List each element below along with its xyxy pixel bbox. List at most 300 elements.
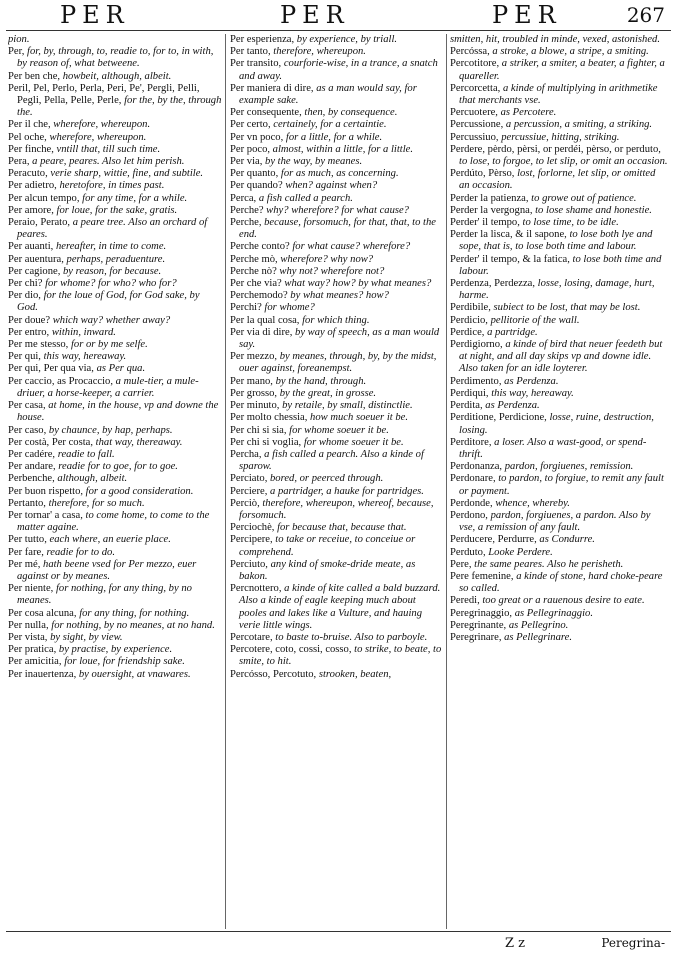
entry-gloss: a striker, a smiter, a beater, a fighter, a quareller. (459, 58, 665, 82)
entry-headword: Percósso, Percotuto, (230, 668, 317, 680)
entry-gloss: pardon, forgiuenes, a pardon. Also by vse, a remission of any fault. (459, 509, 651, 534)
dictionary-entry (230, 644, 443, 668)
entry-gloss: smitten, hit, troubled in minde, vexed, astonished. (450, 34, 660, 45)
entry-headword: Per caccio, as Procaccio, (8, 375, 114, 387)
dictionary-entry (230, 290, 443, 302)
entry-headword: Perducere, Perdurre, (450, 534, 537, 546)
dictionary-entry (230, 107, 443, 119)
dictionary-entry (8, 363, 222, 375)
dictionary-entry (450, 132, 668, 144)
entry-headword: Percóssa, (450, 46, 490, 58)
dictionary-entry (450, 302, 668, 314)
entry-headword: Perdita, (450, 400, 483, 412)
entry-headword: Perdenza, Perdezza, (450, 278, 535, 290)
entry-gloss: as Per qua. (93, 363, 146, 375)
entry-headword: Per tutto, (8, 534, 47, 546)
dictionary-entry (230, 205, 443, 217)
entry-gloss: this way, hereaway. (40, 351, 127, 363)
entry-headword: Perche nò? (230, 265, 277, 277)
dictionary-entry (450, 400, 668, 412)
dictionary-entry (450, 46, 668, 58)
dictionary-entry (8, 486, 222, 498)
dictionary-entry (450, 339, 668, 376)
dictionary-entry (230, 473, 443, 485)
entry-headword: Perduto, (450, 546, 486, 558)
entry-headword: Per chi si voglia, (230, 436, 302, 448)
entry-gloss: heretofore, in times past. (56, 180, 165, 192)
entry-headword: Per pratica, (8, 644, 57, 656)
entry-gloss: howbeit, although, albeit. (60, 70, 172, 82)
entry-headword: Per, (8, 46, 25, 58)
dictionary-entry (8, 46, 222, 70)
dictionary-entry (230, 83, 443, 107)
entry-headword: Perciato, (230, 473, 268, 485)
dictionary-entry (8, 437, 222, 449)
entry-gloss: courforie-wise, in a trance, a snatch and away. (239, 58, 438, 82)
page-number: 267 (626, 3, 665, 27)
entry-headword: Pertanto, (8, 497, 46, 509)
dictionary-entry (8, 205, 222, 217)
entry-gloss: for as much, as concerning. (278, 168, 399, 180)
entry-headword: Per consequente, (230, 107, 302, 119)
dictionary-entry (8, 315, 222, 327)
entry-gloss: each where, an euerie place. (46, 534, 171, 546)
entry-headword: Per poco, (230, 143, 271, 155)
entry-gloss: although, albeit. (54, 473, 128, 485)
entry-headword: Perche conto? (230, 241, 290, 253)
dictionary-entry (8, 278, 222, 290)
dictionary-entry (230, 559, 443, 583)
entry-gloss: for any thing, for nothing. (76, 607, 190, 619)
entry-gloss: for a good consideration. (83, 485, 194, 497)
dictionary-entry (450, 412, 668, 436)
dictionary-entry (450, 571, 668, 595)
dictionary-entry (8, 473, 222, 485)
entry-gloss: a stroke, a blowe, a stripe, a smiting. (489, 46, 649, 58)
dictionary-entry (230, 132, 443, 144)
entry-gloss: to strike, to beate, to smite, to hit. (239, 644, 442, 668)
entry-gloss: because, forsomuch, for that, that, to the end. (239, 217, 436, 241)
dictionary-entry (450, 34, 668, 46)
entry-gloss: within, inward. (49, 326, 116, 338)
entry-headword: Perciochè, (230, 522, 275, 534)
entry-headword: Perder la lisca, & il sapone, (450, 229, 567, 241)
entry-headword: Per cadére, (8, 448, 56, 460)
entry-gloss: wherefore? why now? (277, 253, 374, 265)
entry-headword: Per doue? (8, 314, 51, 326)
entry-headword: Peracuto, (8, 168, 48, 180)
entry-headword: Per via, (230, 156, 263, 168)
entry-headword: Per mezzo, (230, 351, 278, 363)
entry-gloss: hereafter, in time to come. (53, 241, 167, 253)
entry-headword: Per la qual cosa, (230, 314, 300, 326)
dictionary-entry (450, 83, 668, 107)
dictionary-entry (230, 168, 443, 180)
entry-gloss: a partridger, a hauke for partridges. (267, 485, 424, 497)
entry-gloss: wherefore, whereupon. (50, 119, 151, 131)
entry-gloss: by the great, in grosse. (277, 387, 377, 399)
dictionary-entry (8, 71, 222, 83)
entry-headword: Per minuto, (230, 400, 280, 412)
entry-headword: Per inauertenza, (8, 668, 77, 680)
entry-gloss: why? wherefore? for what cause? (263, 204, 409, 216)
entry-gloss: to lose both lye and sope, that is, to lose both time and labour. (459, 229, 653, 253)
entry-gloss: this way, hereaway. (488, 387, 574, 399)
dictionary-entry (230, 400, 443, 412)
entry-headword: Peraio, Perato, (8, 217, 71, 229)
entry-gloss: for the loue of God, for God sake, by God. (17, 290, 200, 314)
dictionary-entry (450, 388, 668, 400)
entry-gloss: as Percotere. (497, 107, 557, 119)
dictionary-entry (230, 351, 443, 375)
entry-gloss: to lose, to forgoe, to let slip, or omit an occasion. (459, 156, 668, 168)
entry-gloss: by sight, by view. (47, 631, 123, 643)
dictionary-entry (8, 400, 222, 424)
entry-headword: Per tanto, (230, 46, 271, 58)
dictionary-entry (230, 376, 443, 388)
entry-gloss: by the hand, through. (272, 375, 367, 387)
entry-headword: Perciuto, (230, 558, 268, 570)
entry-gloss: as Perdenza. (482, 400, 540, 412)
entry-gloss: to come home, to come to the matter againe. (17, 509, 210, 534)
entry-headword: Perche, (230, 217, 262, 229)
entry-headword: Per adietro, (8, 180, 57, 192)
running-head-left: PER (60, 1, 130, 29)
entry-gloss: lost, forlorne, let slip, or omitted an occasion. (459, 168, 656, 192)
dictionary-entry (8, 547, 222, 559)
entry-headword: Perdimento, (450, 375, 502, 387)
entry-headword: Perdonde, (450, 497, 493, 509)
dictionary-entry (8, 351, 222, 363)
entry-headword: Per auanti, (8, 241, 54, 253)
column-right (450, 34, 668, 929)
entry-headword: Percussiuo, (450, 131, 499, 143)
entry-headword: Per transito, (230, 58, 282, 70)
entry-gloss: strooken, beaten, (316, 668, 392, 680)
entry-headword: Per vista, (8, 631, 48, 643)
entry-gloss: percussiue, hitting, striking. (498, 131, 620, 143)
entry-headword: Per vn poco, (230, 131, 284, 143)
entry-gloss: a peare, peares. Also let him perish. (29, 156, 185, 168)
dictionary-entry (8, 290, 222, 314)
dictionary-entry (8, 180, 222, 192)
entry-headword: Per me stesso, (8, 339, 69, 351)
dictionary-entry (450, 278, 668, 302)
entry-gloss: for a little, for a while. (283, 131, 383, 143)
entry-headword: Per alcun tempo, (8, 192, 80, 204)
entry-headword: Percotitore, (450, 58, 500, 70)
dictionary-entry (8, 327, 222, 339)
entry-headword: Perditore, (450, 436, 492, 448)
entry-gloss: readie for to goe, for to goe. (55, 461, 178, 473)
entry-headword: Per chi si sia, (230, 424, 287, 436)
entry-gloss: for loue, for friendship sake. (61, 656, 185, 668)
dictionary-entry (450, 498, 668, 510)
entry-headword: Per qui, (8, 351, 41, 363)
entry-gloss: to lose shame and honestie. (532, 204, 652, 216)
dictionary-entry (230, 156, 443, 168)
entry-gloss: for whome soeuer it be. (301, 436, 404, 448)
entry-gloss: losse, ruine, destruction, losing. (459, 412, 654, 436)
dictionary-entry (230, 46, 443, 58)
dictionary-entry (230, 180, 443, 192)
entry-gloss: to growe out of patience. (528, 192, 637, 204)
entry-gloss: as Perdenza. (501, 375, 559, 387)
dictionary-entry (450, 547, 668, 559)
dictionary-entry (450, 168, 668, 192)
entry-headword: Perca, (230, 192, 257, 204)
dictionary-entry (230, 34, 443, 46)
dictionary-entry (8, 376, 222, 400)
dictionary-entry (8, 608, 222, 620)
dictionary-entry (8, 34, 222, 46)
entry-headword: Per chi? (8, 278, 43, 290)
dictionary-entry (8, 583, 222, 607)
dictionary-entry (230, 254, 443, 266)
entry-gloss: for whome soeuer it be. (286, 424, 389, 436)
dictionary-entry (230, 425, 443, 437)
entry-headword: Per nulla, (8, 619, 49, 631)
entry-gloss: vntill that, till such time. (53, 143, 161, 155)
entry-gloss: for the, by the, through the. (17, 95, 222, 119)
entry-gloss: certainely, for a certaintie. (270, 119, 387, 131)
entry-gloss: by practise, by experience. (56, 644, 173, 656)
footer-rule (6, 931, 671, 932)
entry-headword: Perdice, (450, 326, 485, 338)
entry-gloss: which way? whether away? (50, 314, 171, 326)
entry-headword: Per tornar' a casa, (8, 509, 83, 521)
dictionary-entry (8, 632, 222, 644)
entry-gloss: hath beene vsed for Per mezzo, euer against or by meanes. (17, 558, 197, 582)
dictionary-entry (230, 449, 443, 473)
entry-gloss: why not? wherefore not? (276, 265, 385, 277)
entry-headword: Per il che, (8, 119, 51, 131)
entry-gloss: a fish called a pearch. (256, 192, 353, 204)
entry-gloss: to lose time, to be idle. (519, 217, 619, 229)
dictionary-entry (450, 315, 668, 327)
entry-gloss: as Pellegrinare. (501, 631, 572, 643)
dictionary-entry (230, 583, 443, 632)
entry-headword: Per via di dire, (230, 326, 293, 338)
dictionary-entry (230, 144, 443, 156)
entry-headword: Percorcetta, (450, 82, 501, 94)
dictionary-entry (8, 217, 222, 241)
entry-gloss: to take or receiue, to conceiue or comprehend. (239, 534, 416, 558)
entry-headword: Per andare, (8, 461, 56, 473)
dictionary-entry (450, 510, 668, 534)
entry-headword: Per ben che, (8, 70, 61, 82)
entry-headword: Perbenche, (8, 473, 55, 485)
entry-gloss: therefore, whereupon. (270, 46, 366, 58)
dictionary-entry (450, 327, 668, 339)
entry-gloss: losse, losing, damage, hurt, harme. (459, 278, 655, 302)
entry-headword: Perder' il tempo, & la fatica, (450, 253, 570, 265)
entry-headword: Peregrinare, (450, 631, 502, 643)
entry-gloss: as Condurre. (536, 534, 595, 546)
dictionary-entry (450, 461, 668, 473)
dictionary-entry (230, 193, 443, 205)
entry-headword: Pel oche, (8, 131, 47, 143)
dictionary-entry (8, 620, 222, 632)
entry-headword: Per casa, (8, 400, 46, 412)
dictionary-entry (8, 449, 222, 461)
entry-headword: Per buon rispetto, (8, 485, 84, 497)
entry-gloss: by reason, for because. (60, 265, 162, 277)
entry-gloss: for, by, through, to, readie to, for to, in with, by reason of, what betweene. (17, 46, 214, 70)
entry-headword: Percotare, (230, 631, 273, 643)
entry-headword: Pere, (450, 558, 472, 570)
dictionary-entry (8, 534, 222, 546)
dictionary-entry (8, 656, 222, 668)
dictionary-entry (230, 278, 443, 290)
entry-gloss: pion. (8, 34, 30, 45)
dictionary-entry (8, 119, 222, 131)
entry-headword: Perdiqui, (450, 387, 489, 399)
entry-gloss: by chaunce, by hap, perhaps. (46, 424, 173, 436)
dictionary-entry (230, 498, 443, 522)
entry-headword: Peregrinaggio, (450, 607, 513, 619)
entry-headword: Perditione, Perdicione, (450, 412, 547, 424)
dictionary-entry (230, 437, 443, 449)
entry-headword: Perdigiorno, (450, 339, 503, 351)
entry-headword: Pera, (8, 156, 30, 168)
entry-headword: Per mé, (8, 558, 41, 570)
header-rule (6, 30, 671, 31)
entry-headword: Perdúto, Pèrso, (450, 168, 515, 180)
entry-gloss: as Pellegrinaggio. (512, 607, 593, 619)
dictionary-entry (230, 486, 443, 498)
entry-gloss: as a man would say, for example sake. (239, 82, 417, 107)
entry-gloss: pardon, forgiuenes, remission. (502, 461, 634, 473)
dictionary-entry (8, 461, 222, 473)
entry-headword: Per maniera di dire, (230, 82, 314, 94)
dictionary-entry (8, 241, 222, 253)
entry-headword: Perciere, (230, 485, 268, 497)
entry-gloss: for or by me selfe. (68, 339, 148, 351)
entry-headword: Peril, Pel, Perlo, Perla, Peri, Pe', Pergli, Pelli, Pegli, Pella, Pelle, Perle, (8, 82, 200, 107)
entry-headword: Per quando? (230, 180, 283, 192)
entry-headword: Per amore, (8, 204, 54, 216)
entry-gloss: whence, whereby. (492, 497, 570, 509)
entry-headword: Perchemodo? (230, 290, 288, 302)
catchword: Peregrina- (601, 936, 665, 950)
dictionary-entry (8, 193, 222, 205)
dictionary-entry (450, 58, 668, 82)
entry-headword: Per cagione, (8, 265, 61, 277)
entry-headword: Per entro, (8, 326, 50, 338)
entry-headword: Per esperienza, (230, 34, 295, 45)
entry-headword: Per fare, (8, 546, 44, 558)
entry-headword: Pere femenine, (450, 570, 514, 582)
entry-gloss: Looke Perdere. (485, 546, 553, 558)
entry-headword: Per costà, Per costa, (8, 436, 94, 448)
entry-gloss: a kinde of bird that neuer feedeth but at night, and all day skips vp and downe idle. Also taken for an idle loyterer. (459, 339, 663, 375)
entry-gloss: a partridge. (484, 326, 538, 338)
entry-gloss: any kind of smoke-dride meate, as bakon. (239, 558, 416, 582)
dictionary-entry (230, 522, 443, 534)
dictionary-entry (8, 156, 222, 168)
entry-gloss: for whome? (261, 302, 315, 314)
entry-gloss: to lose both time and labour. (459, 253, 662, 277)
dictionary-entry (450, 608, 668, 620)
dictionary-entry (8, 144, 222, 156)
entry-headword: Per auentura, (8, 253, 64, 265)
dictionary-entry (450, 193, 668, 205)
entry-gloss: a loser. Also a wast-good, or spend-thrift. (459, 436, 647, 460)
entry-headword: Per quanto, (230, 168, 279, 180)
dictionary-entry (450, 254, 668, 278)
entry-headword: Per amicitia, (8, 656, 62, 668)
entry-headword: Per finche, (8, 143, 54, 155)
entry-gloss: as Pellegrino. (506, 619, 569, 631)
entry-headword: Peregrinante, (450, 619, 507, 631)
entry-headword: Per mano, (230, 375, 273, 387)
entry-gloss: almost, within a little, for a little. (270, 143, 414, 155)
entry-gloss: what way? how? by what meanes? (281, 278, 432, 290)
entry-gloss: by retaile, by small, distinctlie. (279, 400, 413, 412)
entry-gloss: how much soeuer it be. (307, 412, 409, 424)
entry-gloss: for what cause? wherefore? (289, 241, 411, 253)
running-head (0, 2, 673, 28)
entry-gloss: a kinde of kite called a bald buzzard. Also a kinde of eagle keeping much about pooles and lakes like a Vulture, and hauing verie little wings. (239, 583, 441, 631)
dictionary-entry (8, 132, 222, 144)
entry-headword: Percipere, (230, 534, 273, 546)
dictionary-entry (8, 510, 222, 534)
dictionary-entry (230, 388, 443, 400)
dictionary-entry (8, 83, 222, 120)
entry-gloss: by ouersight, at vnawares. (76, 668, 191, 680)
dictionary-entry (450, 229, 668, 253)
entry-headword: Per niente, (8, 583, 54, 595)
dictionary-entry (230, 534, 443, 558)
entry-gloss: by the way, by meanes. (262, 156, 363, 168)
entry-gloss: subiect to be lost, that may be lost. (490, 302, 641, 314)
entry-headword: Perche mò, (230, 253, 278, 265)
entry-headword: Percuotere, (450, 107, 498, 119)
entry-headword: Per grosso, (230, 387, 278, 399)
entry-gloss: perhaps, peraduenture. (63, 253, 166, 265)
dictionary-entry (450, 632, 668, 644)
entry-headword: Perdonare, (450, 473, 496, 485)
dictionary-entry (230, 302, 443, 314)
entry-headword: Perciò, (230, 497, 260, 509)
dictionary-entry (450, 205, 668, 217)
dictionary-entry (450, 595, 668, 607)
dictionary-entry (8, 168, 222, 180)
entry-gloss: by what meanes? how? (287, 290, 389, 302)
entry-headword: Percussione, (450, 119, 504, 131)
dictionary-entry (8, 425, 222, 437)
entry-gloss: at home, in the house, vp and downe the house. (17, 400, 219, 424)
entry-gloss: wherefore, whereupon. (46, 131, 147, 143)
entry-gloss: when? against when? (282, 180, 378, 192)
entry-gloss: the same peares. Also he perisheth. (471, 558, 624, 570)
dictionary-entry (230, 412, 443, 424)
column-middle (230, 34, 443, 929)
dictionary-entry (8, 644, 222, 656)
dictionary-entry (450, 376, 668, 388)
entry-headword: Per qui, Per qua via, (8, 363, 94, 375)
dictionary-entry (450, 473, 668, 497)
dictionary-entry (450, 119, 668, 131)
entry-gloss: for loue, for the sake, gratis. (53, 204, 178, 216)
dictionary-entry (230, 241, 443, 253)
dictionary-entry (230, 327, 443, 351)
entry-gloss: pellitorie of the wall. (487, 314, 580, 326)
dictionary-entry (230, 632, 443, 644)
entry-gloss: for because that, because that. (274, 522, 407, 534)
dictionary-entry (8, 498, 222, 510)
